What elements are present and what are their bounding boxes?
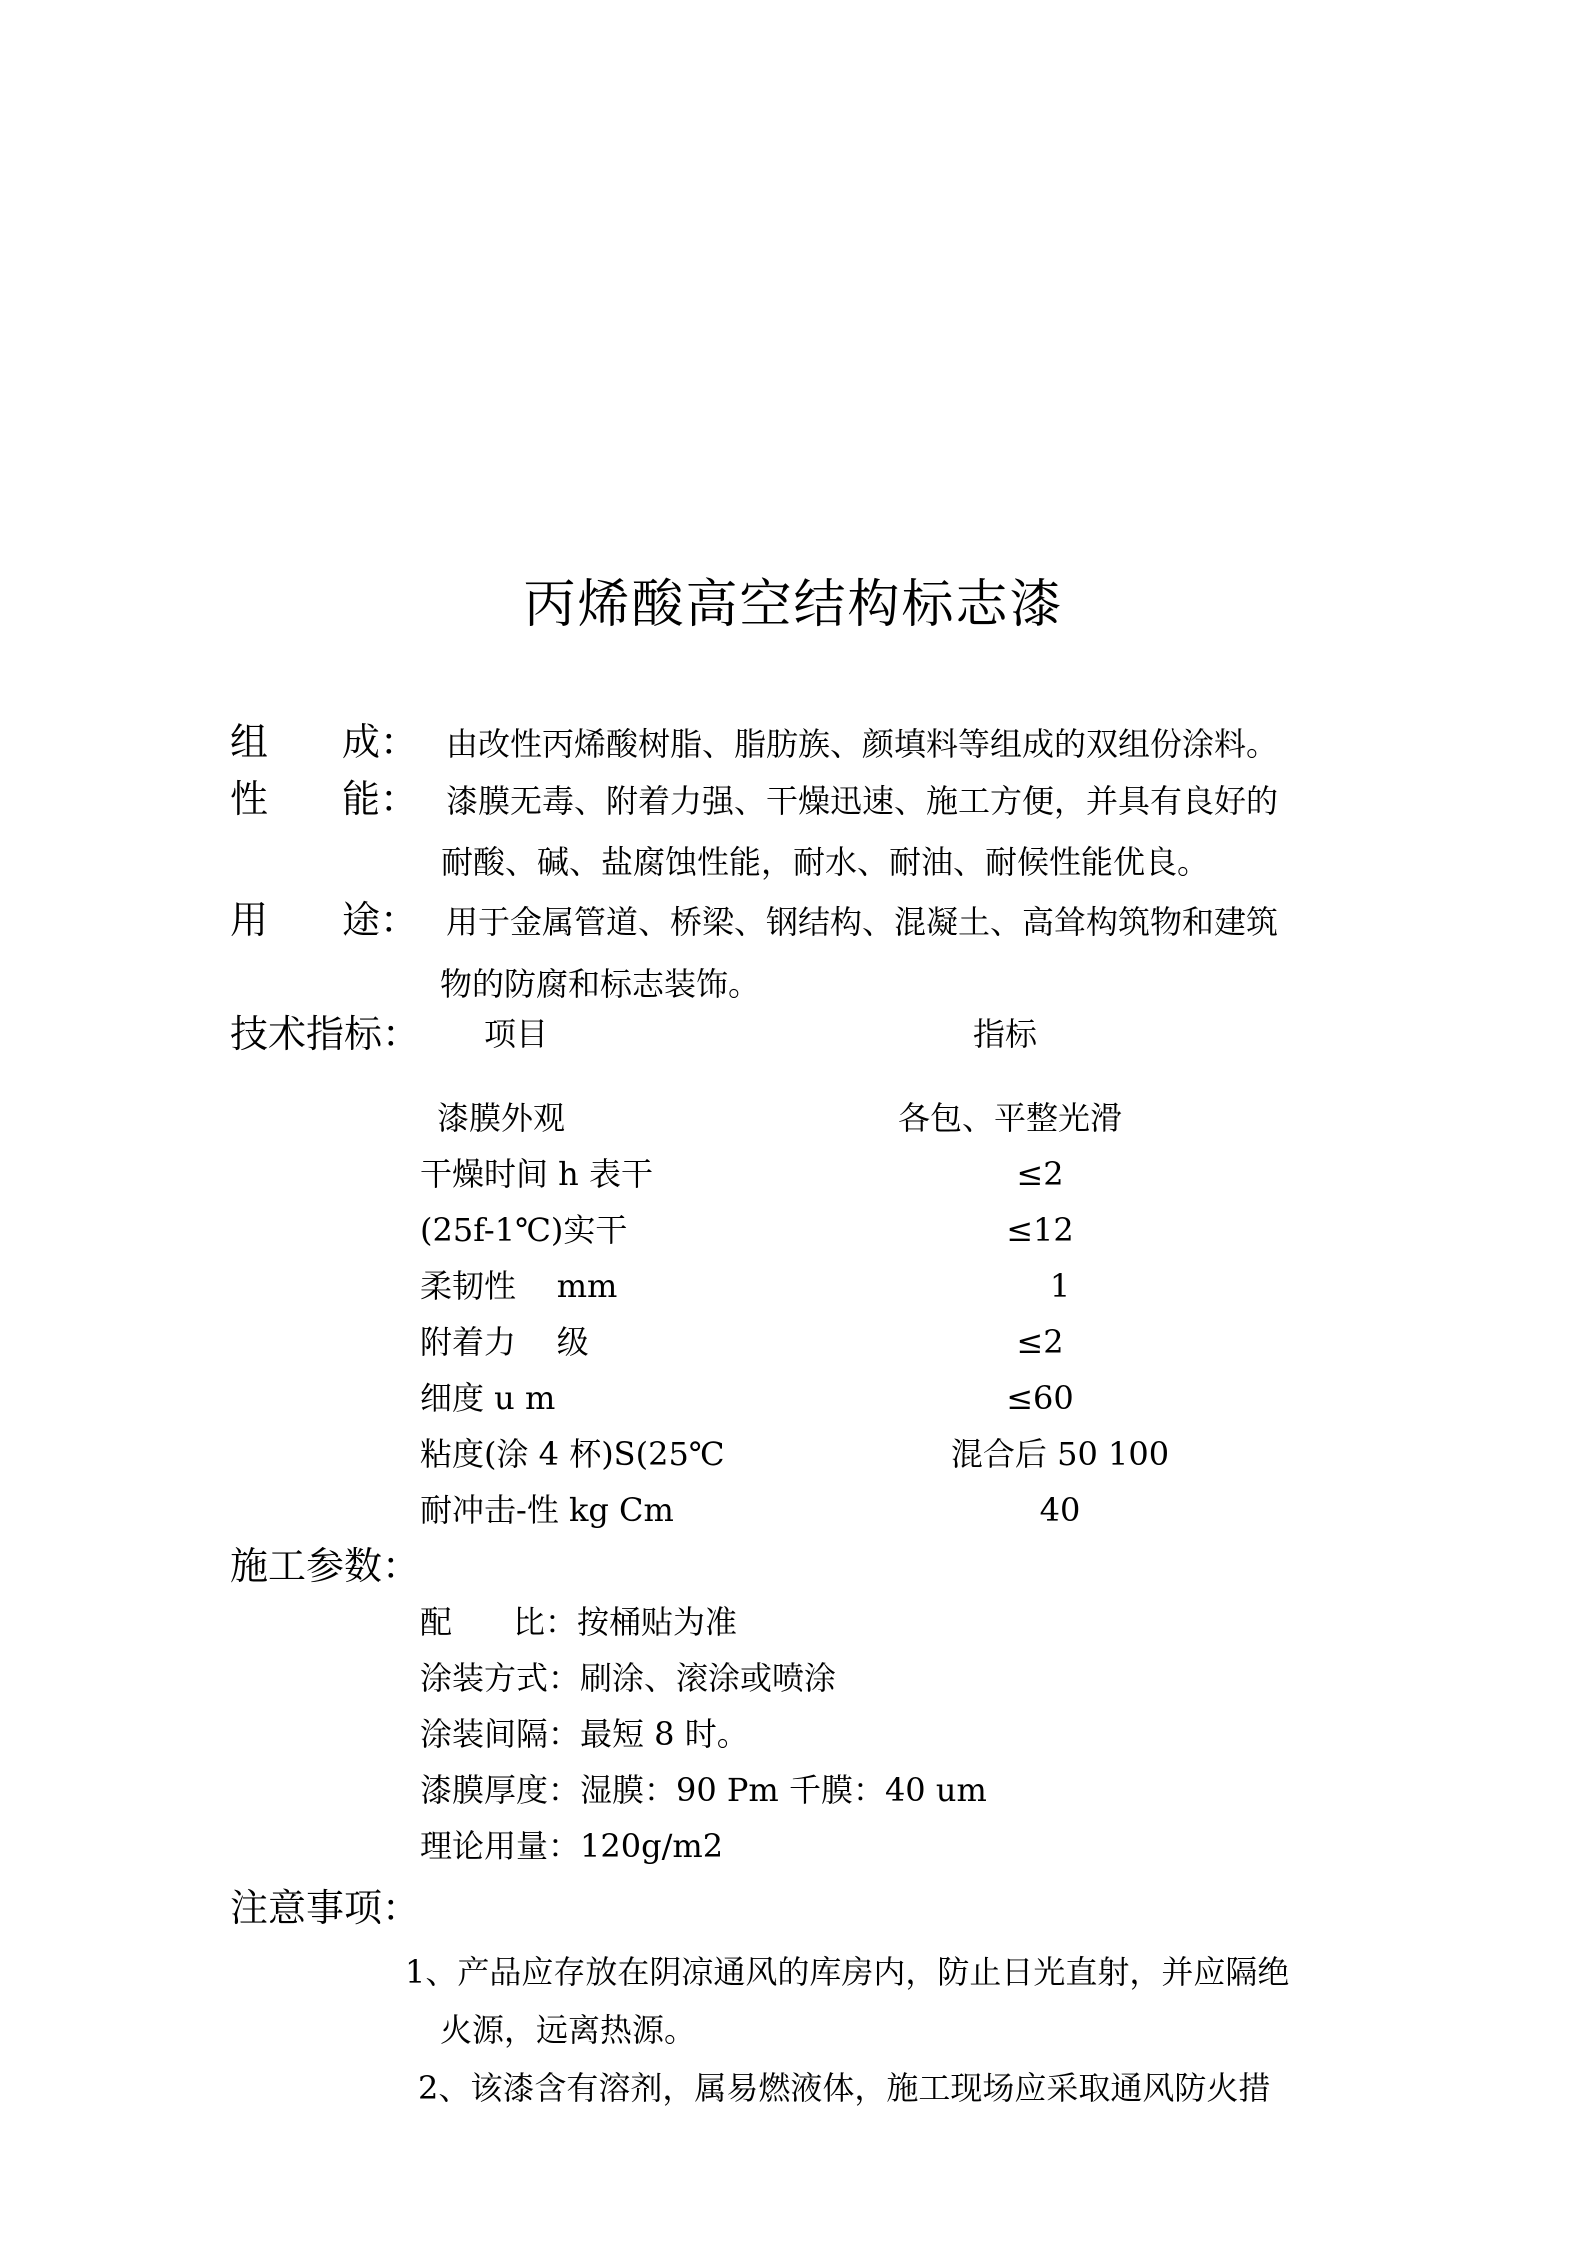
- spec-row-item: 干燥时间 h 表干: [420, 1155, 653, 1193]
- spec-row-value: ≤60: [1006, 1379, 1074, 1417]
- usage-line-2: 物的防腐和标志装饰。: [440, 965, 761, 1003]
- spec-row-value: 40: [1039, 1491, 1081, 1529]
- spec-row-value: ≤12: [1006, 1211, 1074, 1249]
- note-2-line-1: 2、该漆含有溶剂，属易燃液体，施工现场应采取通风防火措: [418, 2069, 1271, 2107]
- construction-item: 涂装间隔：最短 8 时。: [420, 1715, 749, 1753]
- construction-label: 施工参数：: [230, 1544, 421, 1588]
- construction-item: 漆膜厚度：湿膜：90 Pm 千膜：40 um: [420, 1771, 987, 1809]
- usage-label-a: 用: [230, 898, 269, 942]
- spec-row-item: 漆膜外观: [437, 1099, 566, 1137]
- construction-item: 理论用量：120g/m2: [420, 1827, 724, 1865]
- spec-row-value: ≤2: [1016, 1155, 1064, 1193]
- composition-text: 由改性丙烯酸树脂、脂肪族、颜填料等组成的双组份涂料。: [446, 725, 1279, 763]
- spec-row-item: 细度 u m: [420, 1379, 556, 1417]
- usage-line-1: 用于金属管道、桥梁、钢结构、混凝土、高耸构筑物和建筑: [446, 903, 1279, 941]
- spec-row-item: (25f-1℃)实干: [420, 1211, 628, 1249]
- page-title: 丙烯酸高空结构标志漆: [523, 575, 1064, 635]
- spec-row-item: 耐冲击-性 kg Cm: [420, 1491, 674, 1529]
- usage-label-b: 途：: [341, 898, 418, 942]
- note-1-line-1: 1、产品应存放在阴凉通风的库房内，防止日光直射，并应隔绝: [405, 1953, 1290, 1991]
- spec-row-item: 粘度(涂 4 杯)S(25℃: [420, 1435, 725, 1473]
- performance-line-1: 漆膜无毒、附着力强、干燥迅速、施工方便，并具有良好的: [446, 782, 1279, 820]
- usage-label: [230, 892, 418, 948]
- notes-label: 注意事项：: [230, 1886, 421, 1930]
- performance-label: [230, 771, 418, 827]
- spec-row-value: 1: [1049, 1267, 1071, 1305]
- note-1-line-2: 火源，远离热源。: [440, 2011, 697, 2049]
- spec-row-item: 柔韧性 mm: [420, 1267, 618, 1305]
- composition-label-a: 组: [230, 720, 269, 764]
- performance-line-2: 耐酸、碱、盐腐蚀性能，耐水、耐油、耐候性能优良。: [441, 843, 1210, 881]
- spec-row-item: 附着力 级: [420, 1323, 589, 1361]
- performance-label-a: 性: [230, 777, 269, 821]
- spec-row-value: 各包、平整光滑: [897, 1099, 1122, 1137]
- spec-row-value: 混合后 50 100: [950, 1435, 1170, 1473]
- composition-label: [230, 714, 418, 770]
- tech-specs-col-value: 指标: [972, 1015, 1037, 1053]
- construction-item: 配 比：按桶贴为准: [420, 1603, 738, 1641]
- composition-label-b: 成：: [341, 720, 418, 764]
- tech-specs-col-item: 项目: [484, 1015, 549, 1053]
- spec-row-value: ≤2: [1016, 1323, 1064, 1361]
- construction-item: 涂装方式：刷涂、滚涂或喷涂: [420, 1659, 837, 1697]
- tech-specs-label: 技术指标：: [230, 1012, 421, 1056]
- performance-label-b: 能：: [341, 777, 418, 821]
